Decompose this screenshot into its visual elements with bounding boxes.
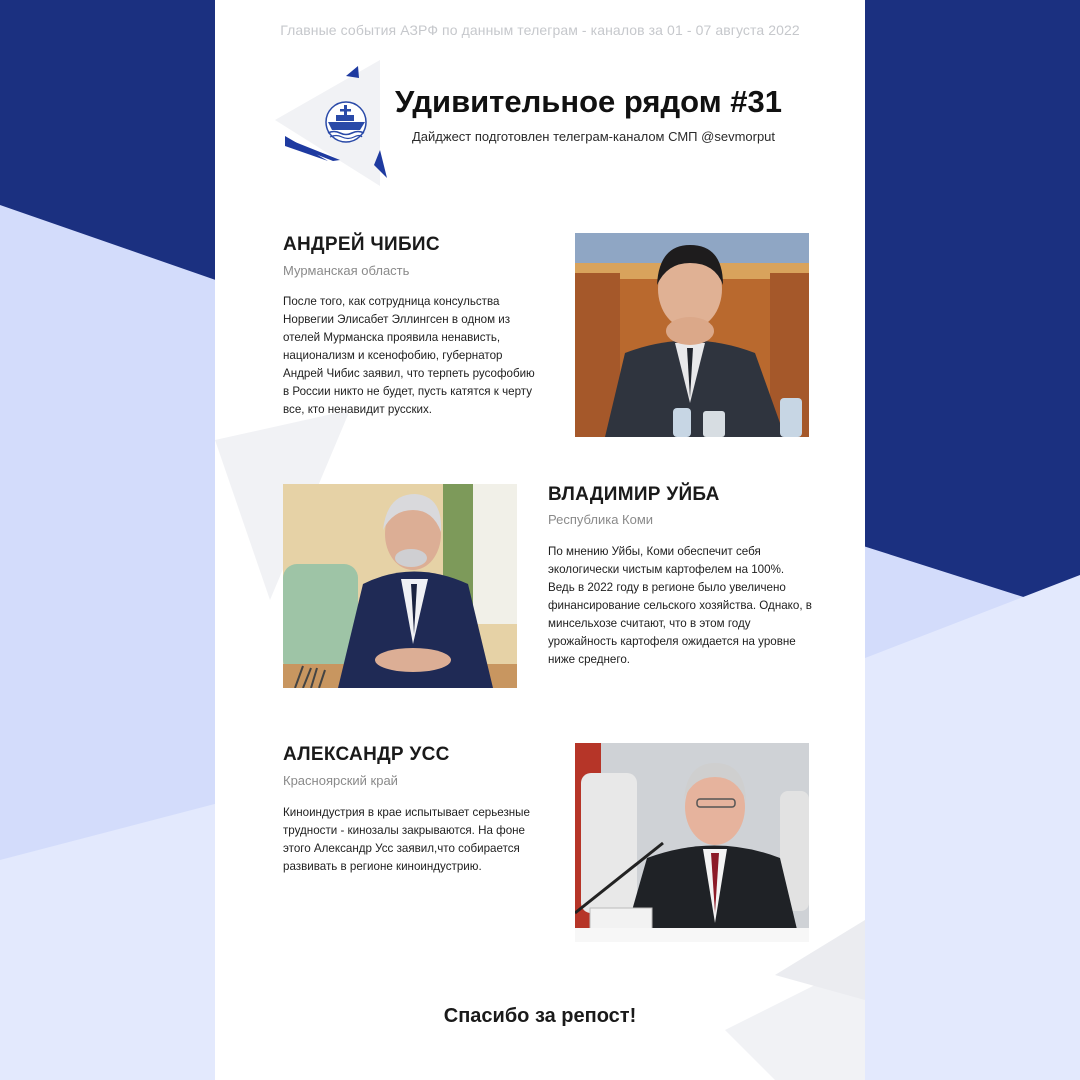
- person-region: Республика Коми: [548, 512, 654, 527]
- person-text: По мнению Уйбы, Коми обеспечит себя экологически чистым картофелем на 100%. Ведь в 2022 году в регионе было увеличено финансирование сельского хозяйства. Однако, в минсельхозе считают, что в этом году урожайность картофеля ожидается на уровне ниже среднего.: [548, 545, 812, 666]
- page-subtitle: Дайджест подготовлен телеграм-каналом СМП @sevmorput: [412, 129, 776, 144]
- top-caption: Главные события АЗРФ по данным телеграм - каналов за 01 - 07 августа 2022: [280, 22, 800, 38]
- thanks-message: Спасибо за репост!: [443, 1005, 637, 1027]
- person-region: Мурманская область: [283, 263, 410, 278]
- person-photo: [575, 743, 809, 942]
- person-photo: [575, 233, 809, 437]
- person-text: После того, как сотрудница консульства Норвегии Элисабет Эллингсен в одном из отелей Мурманска проявила ненависть, национализм и ксенофобию, губернатор Андрей Чибис заявил, что терпеть русофобию в России никто не будет, пусть катятся к черту все, кто ненавидит русских.: [283, 295, 535, 416]
- person-text: Киноиндустрия в крае испытывает серьезные трудности - кинозалы закрываются. На фоне этого Александр Усс заявил,что собирается развивать в регионе киноиндустрию.: [283, 806, 530, 873]
- icebreaker-ship-icon: [270, 58, 400, 190]
- digest-card: [215, 0, 865, 1080]
- person-name: АНДРЕЙ ЧИБИС: [283, 234, 440, 255]
- person-name: ВЛАДИМИР УЙБА: [548, 484, 720, 505]
- person-region: Красноярский край: [283, 773, 398, 788]
- logo: [270, 58, 400, 190]
- person-photo: [283, 484, 517, 688]
- page-title: Удивительное рядом #31: [395, 84, 782, 119]
- person-name: АЛЕКСАНДР УСС: [283, 744, 450, 765]
